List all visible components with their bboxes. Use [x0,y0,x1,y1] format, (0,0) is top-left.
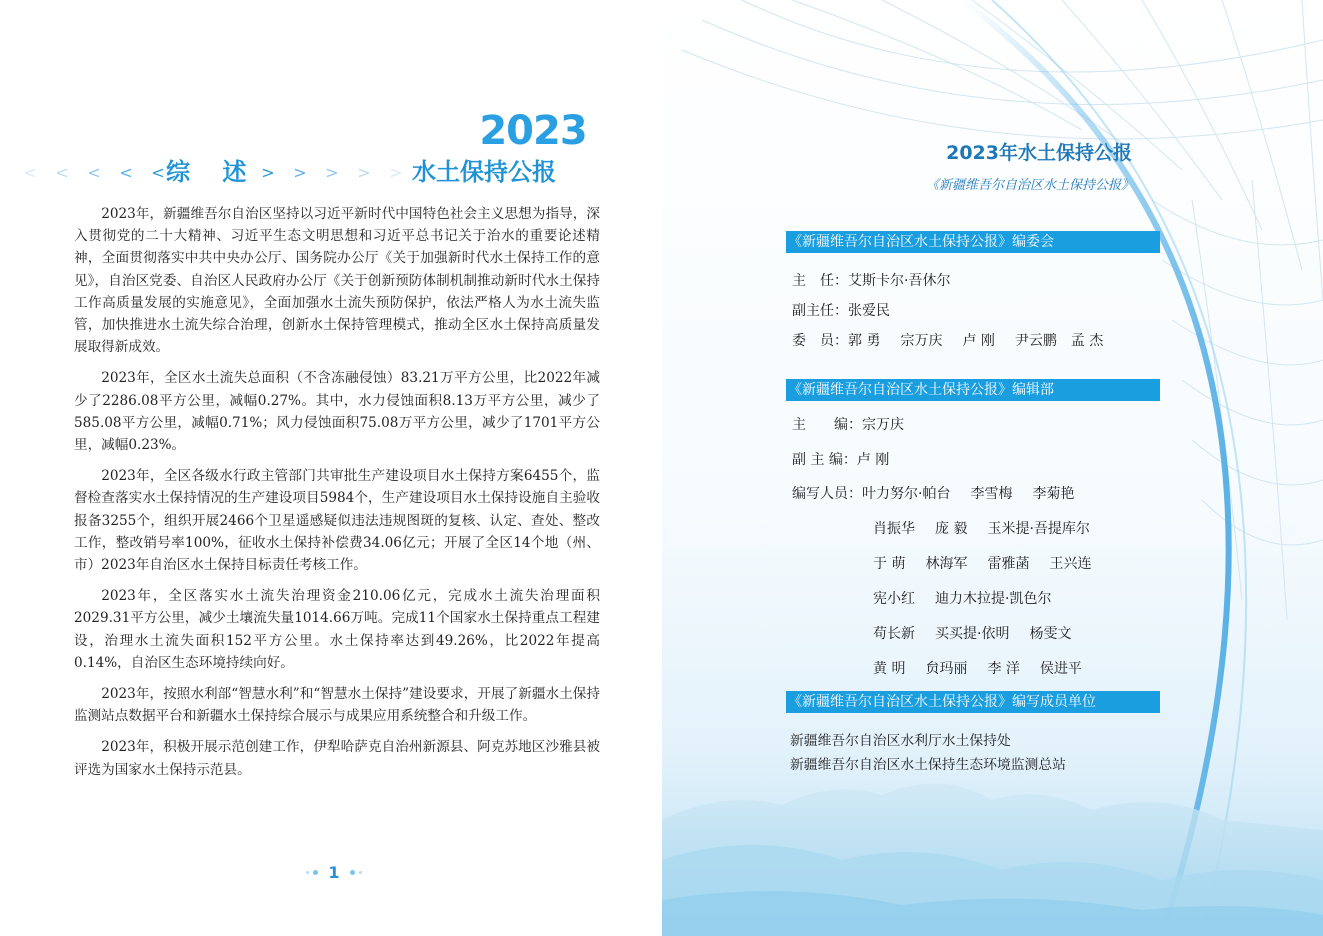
writers-row [873,588,1051,610]
unit-item: 新疆维吾尔自治区水利厅水土保持处 [790,733,1011,749]
person-name: 林海军 [925,556,968,572]
dot-icon [306,871,309,874]
dot-icon [313,870,318,875]
report-title-right: 2023年水土保持公报 [946,142,1132,164]
report-title: 水土保持公报 [412,158,556,186]
person-name: 张爱民 [848,303,890,319]
section-title: 综 述 [166,158,259,186]
writers-row [873,658,1082,680]
person-name: 卢 刚 [856,452,890,468]
paragraph: 2023年，全区水土流失总面积（不含冻融侵蚀）83.21万平方公里，比2022年减少了2286.08平方公里，减幅0.27%。其中，水力侵蚀面积8.13万平方公里，减少了585.08平方公里，减幅0.71%；风力侵蚀面积75.08万平方公里，减少了1701平方公里，减幅0.23%。 [74,370,600,454]
person-name: 庞 毅 [935,521,968,537]
person-name: 王兴连 [1049,556,1092,572]
writers-row [873,518,1090,540]
chevron-left-icon: < [151,163,165,182]
person-name: 卢 刚 [962,333,995,349]
person-name: 买买提·依明 [935,626,1010,642]
person-name: 艾斯卡尔·吾休尔 [848,273,951,289]
page-number-text: 1 [328,862,340,882]
label: 主 任： [792,273,848,289]
person-name: 李 洋 [987,661,1020,677]
chevron-left-icon: < [23,163,37,182]
person-name: 叶力努尔·帕台 [862,486,951,502]
person-name: 玉米提·吾提库尔 [987,521,1090,537]
chevron-left-icon: < [119,163,133,182]
person-name: 宪小红 [873,591,915,607]
writers-row [873,553,1091,575]
page-number [296,860,372,884]
person-name: 杨雯文 [1029,626,1072,642]
chevron-right-icon: > [261,163,275,182]
chevron-right-icon: > [357,163,371,182]
paragraph: 2023年，全区落实水土流失治理资金210.06亿元，完成水土流失治理面积2029.31平方公里，减少土壤流失量1014.66万吨。完成11个国家水土保持重点工程建设，治理水土流失面积152平方公里。水土保持率达到49.26%，比2022年提高0.14%，自治区生态环境持续向好。 [74,588,600,671]
committee-members [792,330,1103,352]
committee-director [792,270,950,292]
person-name: 尹云鹏 [1014,333,1057,349]
person-name: 苟长新 [873,626,915,642]
right-page [662,0,1323,936]
committee-header: 《新疆维吾尔自治区水土保持公报》编委会 [786,231,1160,253]
person-name: 贠玛丽 [925,661,968,677]
committee-deputy [792,300,890,322]
chevrons-left [14,158,174,188]
unit-item: 新疆维吾尔自治区水土保持生态环境监测总站 [790,757,1066,773]
person-name: 李菊艳 [1032,486,1075,502]
editorial-writers [792,483,1074,505]
chevron-left-icon: < [87,163,101,182]
editorial-chief [792,414,904,436]
person-name: 孟 杰 [1070,333,1104,349]
editorial-header: 《新疆维吾尔自治区水土保持公报》编辑部 [786,379,1160,401]
dot-icon [350,870,355,875]
person-name: 侯进平 [1039,661,1082,677]
person-name: 雷雅菡 [987,556,1030,572]
report-year: 2023 [479,108,587,154]
person-name: 于 萌 [873,556,906,572]
person-name: 肖振华 [873,521,915,537]
label: 主 编： [792,417,862,433]
report-subtitle: 《新疆维吾尔自治区水土保持公报》 [925,178,1134,193]
label: 编写人员： [792,486,862,502]
person-name: 宗万庆 [900,333,943,349]
chevron-right-icon: > [293,163,307,182]
chevron-left-icon: < [55,163,69,182]
paragraph: 2023年，新疆维吾尔自治区坚持以习近平新时代中国特色社会主义思想为指导，深入贯彻党的二十大精神、习近平生态文明思想和习近平总书记关于治水的重要论述精神，全面贯彻落实中共中央办公厅、国务院办公厅《关于加强新时代水土保持工作的意见》，自治区党委、自治区人民政府办公厅《关于创新预防体制机制推动新时代水土保持工作高质量发展的实施意见》，全面加强水土流失预防保护，依法严格人为水土流失监管，加快推进水土流失综合治理，创新水土保持管理模式，推动全区水土保持高质量发展取得新成效。 [74,206,600,356]
paragraph: 2023年，按照水利部“智慧水利”和“智慧水土保持”建设要求，开展了新疆水土保持监测站点数据平台和新疆水土保持综合展示与成果应用系统整合和升级工作。 [74,686,600,725]
editorial-deputy [792,449,889,471]
person-name: 黄 明 [873,661,906,677]
writers-row [873,623,1071,645]
paragraph: 2023年，积极开展示范创建工作，伊犁哈萨克自治州新源县、阿克苏地区沙雅县被评选为国家水土保持示范县。 [74,739,600,778]
label: 副 主 编： [792,452,857,468]
person-name: 宗万庆 [862,417,904,433]
chevron-right-icon: > [389,163,403,182]
person-name: 迪力木拉提·凯色尔 [935,591,1052,607]
body-text [74,203,600,790]
label: 副主任： [792,303,848,319]
label: 委 员： [792,333,848,349]
paragraph: 2023年，全区各级水行政主管部门共审批生产建设项目水土保持方案6455个，监督检查落实水土保持情况的生产建设项目5984个，生产建设项目水土保持设施自主验收报备3255个，组织开展2466个卫星遥感疑似违法违规图斑的复核、认定、查处、整改工作，整改销号率100%，征收水土保持补偿费34.06亿元；开展了全区14个地（州、市）2023年自治区水土保持目标责任考核工作。 [74,468,600,574]
person-name: 李雪梅 [970,486,1013,502]
dot-icon [359,871,362,874]
chevron-right-icon: > [325,163,339,182]
person-name: 郭 勇 [848,333,881,349]
chevrons-right [252,158,412,188]
units-header: 《新疆维吾尔自治区水土保持公报》编写成员单位 [786,691,1160,713]
